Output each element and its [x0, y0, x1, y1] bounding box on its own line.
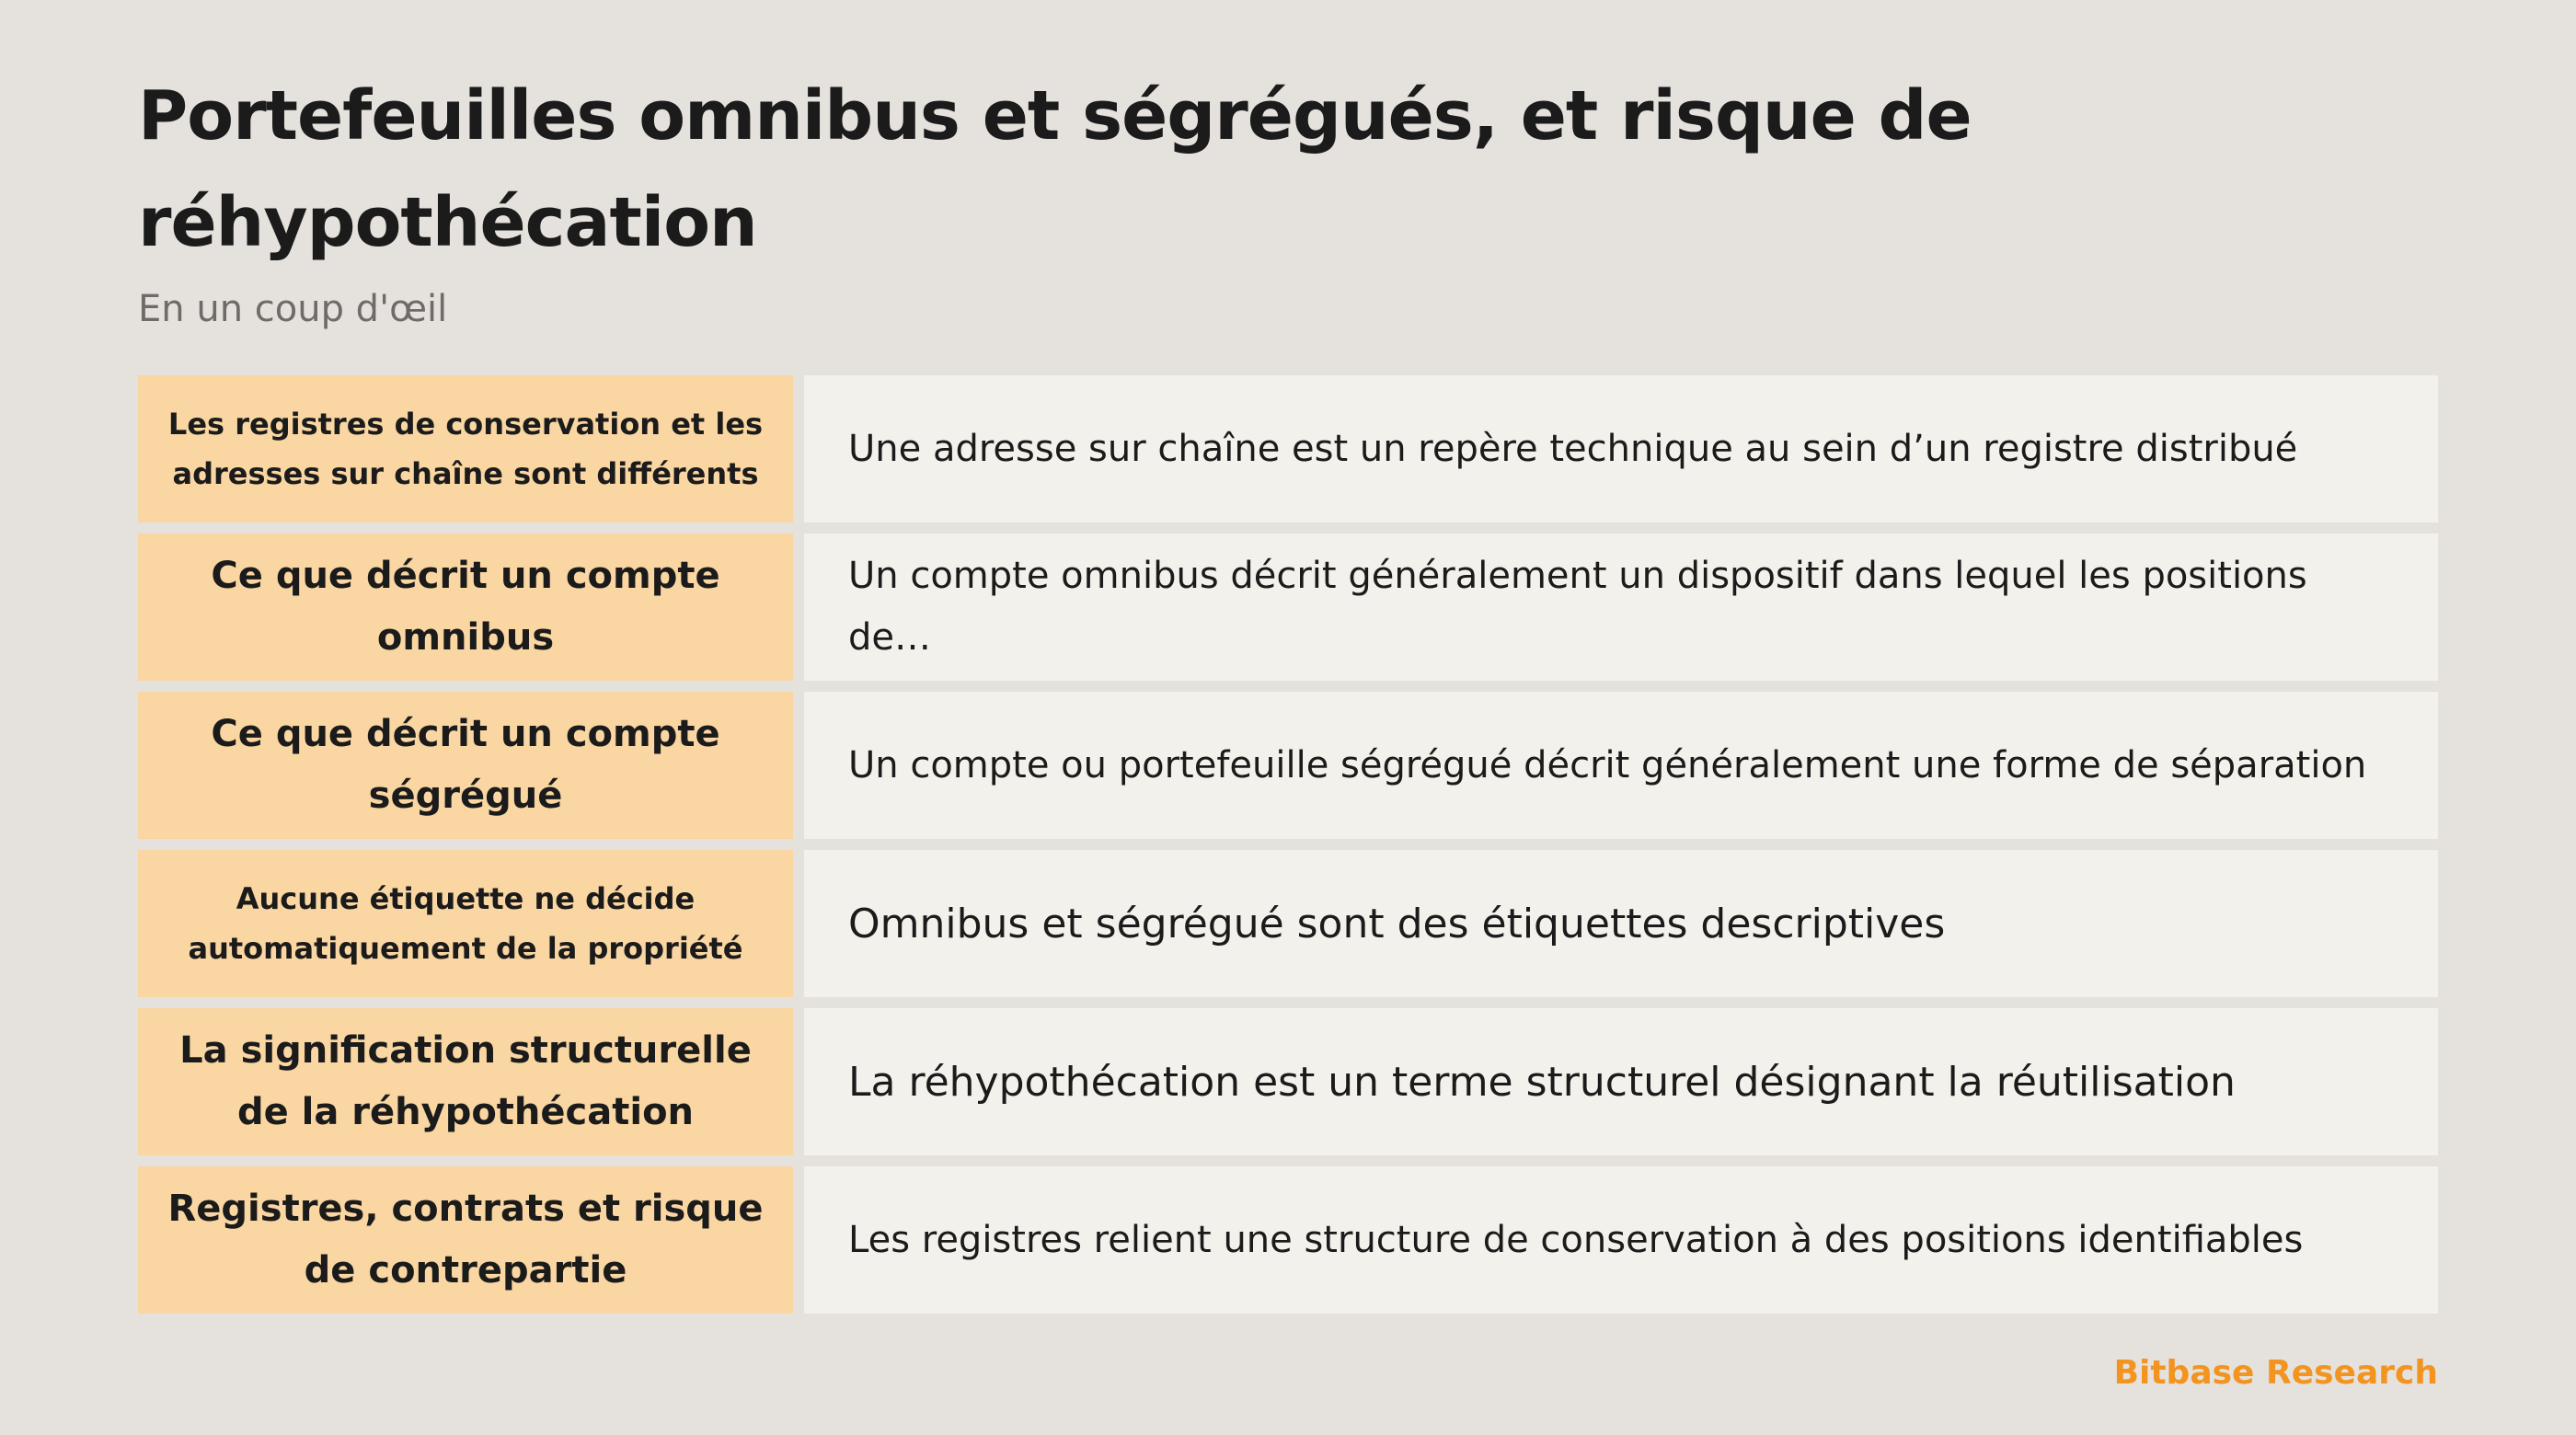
row-key: La signification structurelle de la réhypothécation — [138, 1008, 793, 1155]
brand-label: Bitbase Research — [2113, 1354, 2438, 1392]
table-row — [138, 1008, 2438, 1155]
table-row — [138, 1166, 2438, 1314]
page-title: Portefeuilles omnibus et ségrégués, et risque de réhypothécation — [138, 76, 1972, 262]
table-row — [138, 692, 2438, 839]
table-row — [138, 534, 2438, 681]
row-key: Registres, contrats et risque de contrepartie — [138, 1166, 793, 1314]
row-value: La réhypothécation est un terme structurel désignant la réutilisation — [804, 1008, 2438, 1155]
row-value: Omnibus et ségrégué sont des étiquettes descriptives — [804, 850, 2438, 997]
row-value: Un compte omnibus décrit généralement un dispositif dans lequel les positions de… — [804, 534, 2438, 681]
summary-table — [138, 375, 2438, 1314]
table-row — [138, 375, 2438, 522]
row-value: Les registres relient une structure de conservation à des positions identifiables — [804, 1166, 2438, 1314]
table-row — [138, 850, 2438, 997]
row-key: Aucune étiquette ne décide automatiquement de la propriété — [138, 850, 793, 997]
row-key: Les registres de conservation et les adresses sur chaîne sont différents — [138, 375, 793, 522]
page-subtitle: En un coup d'œil — [138, 288, 448, 330]
row-key: Ce que décrit un compte omnibus — [138, 534, 793, 681]
row-value: Un compte ou portefeuille ségrégué décrit généralement une forme de séparation — [804, 692, 2438, 839]
row-value: Une adresse sur chaîne est un repère technique au sein d’un registre distribué — [804, 375, 2438, 522]
row-key: Ce que décrit un compte ségrégué — [138, 692, 793, 839]
